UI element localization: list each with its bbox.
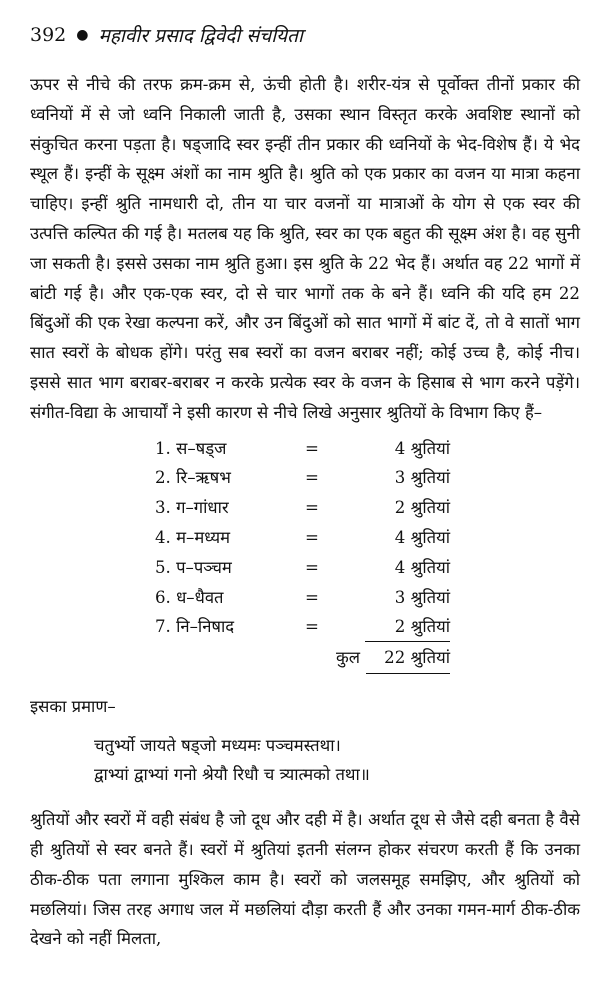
total-value: 22 श्रुतियां xyxy=(366,642,450,674)
table-row xyxy=(155,434,580,464)
shruti-table xyxy=(155,434,580,675)
book-title: महावीर प्रसाद द्विवेदी संचयिता xyxy=(98,25,303,47)
verse-line-1: चतुर्भ्यो जायते षड्जो मध्यमः पञ्चमस्तथा। xyxy=(94,736,341,756)
table-row xyxy=(155,553,580,583)
equals-sign: = xyxy=(305,468,319,488)
page-number: 392 xyxy=(30,24,67,46)
table-row xyxy=(155,523,580,553)
table-row xyxy=(155,463,580,493)
table-row xyxy=(155,612,580,642)
equals-sign: = xyxy=(305,617,319,637)
equals-sign: = xyxy=(305,438,319,458)
shruti-count: 4 श्रुतियां xyxy=(394,557,450,577)
shruti-count: 4 श्रुतियां xyxy=(394,527,450,547)
proof-heading: इसका प्रमाण– xyxy=(30,697,116,717)
table-row xyxy=(155,493,580,523)
equals-sign: = xyxy=(305,557,319,577)
equals-sign: = xyxy=(305,498,319,518)
swara-name: 5. प–पञ्चम xyxy=(155,557,232,577)
verse-line-2: द्वाभ्यां द्वाभ्यां गनो श्रेयौ रिधौ च त्र्यात्मको तथा॥ xyxy=(94,765,370,785)
shruti-count: 3 श्रुतियां xyxy=(394,587,450,607)
total-label: कुल xyxy=(336,648,360,668)
book-page xyxy=(30,22,580,954)
swara-name: 4. म–मध्यम xyxy=(155,527,231,547)
swara-name: 1. स–षड्ज xyxy=(155,438,227,458)
sanskrit-verse xyxy=(94,731,580,789)
swara-name: 3. ग–गांधार xyxy=(155,498,229,518)
equals-sign: = xyxy=(305,527,319,547)
shruti-count: 4 श्रुतियां xyxy=(394,438,450,458)
bullet-icon: ● xyxy=(76,27,89,43)
table-total-row xyxy=(315,642,580,674)
paragraph-2: श्रुतियों और स्वरों में वही संबंध है जो दूध और दही में है। अर्थात दूध से जैसे दही बनता है वैसे ही श्रुतियों से स्वर बनते हैं। स्वरों में श्रुतियां इतनी संलग्न होकर संचरण करती हैं कि उनका ठीक-ठीक पता लगाना मुश्किल काम है। स्वरों को जलसमूह समझिए, और श्रुतियों को मछलियां। जिस तरह अगाध जल में मछलियां दौड़ा करती हैं और उनका गमन-मार्ग ठीक-ठीक देखने को नहीं मिलता, xyxy=(30,810,580,949)
page-header xyxy=(30,22,580,48)
shruti-count: 3 श्रुतियां xyxy=(394,468,450,488)
swara-name: 6. ध–धैवत xyxy=(155,587,224,607)
table-row xyxy=(155,583,580,613)
paragraph-1: ऊपर से नीचे की तरफ क्रम-क्रम से, ऊंची होती है। शरीर-यंत्र से पूर्वोक्त तीनों प्रकार की ध्वनियों में से जो ध्वनि निकाली जाती है, उसका स्थान विस्तृत करके अवशिष्ट स्थानों को संकुचित करना पड़ता है। षड्जादि स्वर इन्हीं तीन प्रकार की ध्वनियों के भेद-विशेष हैं। ये भेद स्थूल हैं। इन्हीं के सूक्ष्म अंशों का नाम श्रुति है। श्रुति को एक प्रकार का वजन या मात्रा कहना चाहिए। इन्हीं श्रुति नामधारी दो, तीन या चार वजनों या मात्राओं के योग से एक स्वर की उत्पत्ति कल्पित की गई है। मतलब यह कि श्रुति, स्वर का एक बहुत की सूक्ष्म अंश है। वह सुनी जा सकती है। इससे उसका नाम श्रुति हुआ। इस श्रुति के 22 भेद हैं। अर्थात वह 22 भागों में बांटी गई है। और एक-एक स्वर, दो से चार भागों तक के बने हैं। ध्वनि की यदि हम 22 बिंदुओं की एक रेखा कल्पना करें, और उन बिंदुओं को सात भागों में बांट दें, तो वे सातों भाग सात स्वरों के बोधक होंगे। परंतु सब स्वरों का वजन बराबर नहीं; कोई उच्च है, कोई नीच। इससे सात भाग बराबर-बराबर न करके प्रत्येक स्वर के वजन के हिसाब से भाग करने पड़ेंगे। संगीत-विद्या के आचार्यों ने इसी कारण से नीचे लिखे अनुसार श्रुतियों के विभाग किए हैं– xyxy=(30,75,580,422)
swara-name: 2. रि–ऋषभ xyxy=(155,468,231,488)
swara-name: 7. नि–निषाद xyxy=(155,617,235,637)
shruti-count: 2 श्रुतियां xyxy=(365,612,450,642)
shruti-count: 2 श्रुतियां xyxy=(394,498,450,518)
equals-sign: = xyxy=(305,587,319,607)
